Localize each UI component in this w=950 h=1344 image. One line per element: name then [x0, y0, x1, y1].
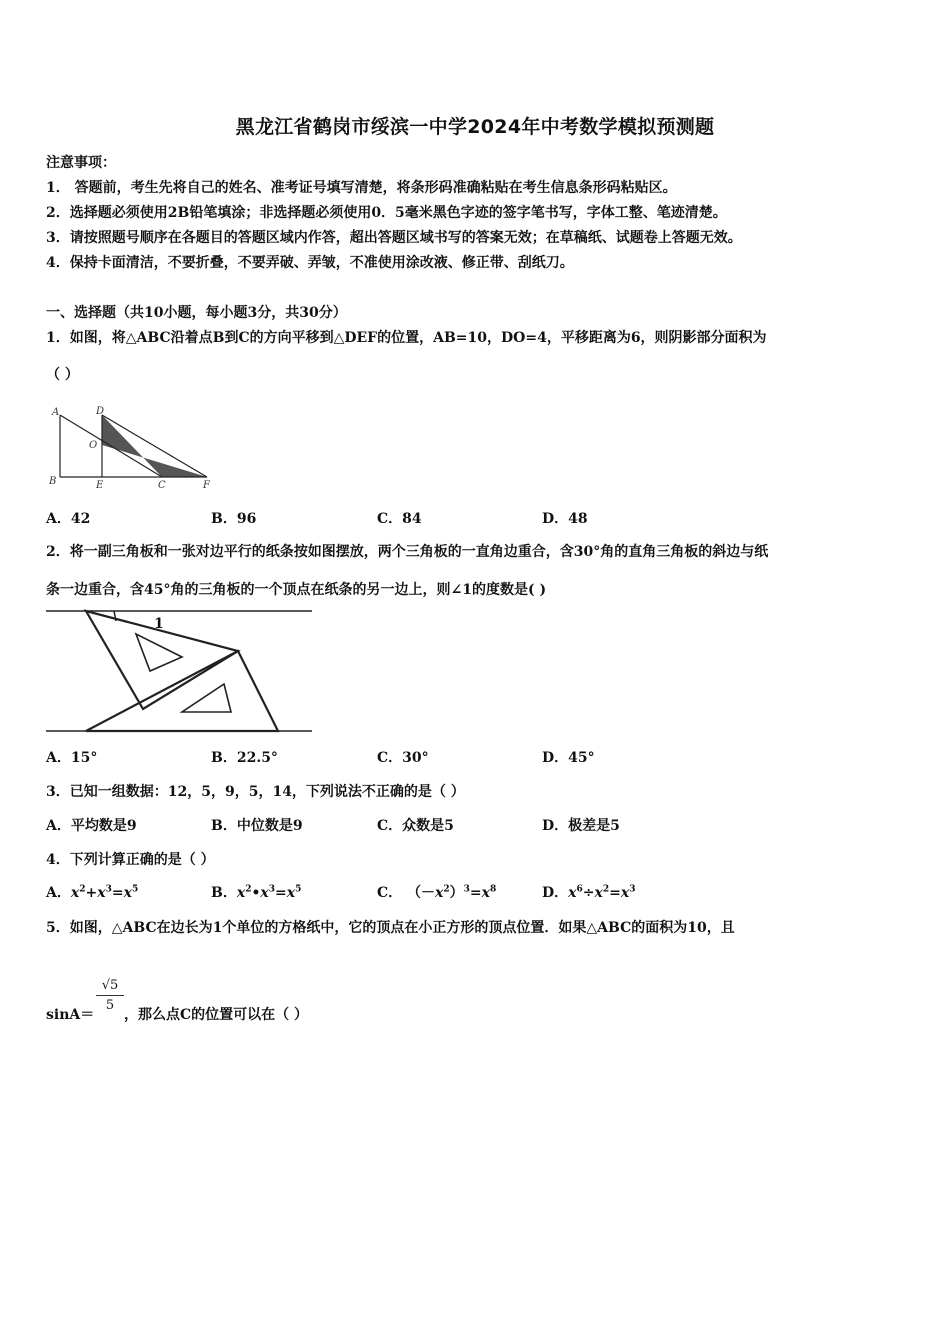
label-e: E	[96, 480, 104, 491]
notice-item: 4．保持卡面清洁，不要折叠，不要弄破、弄皱，不准使用涂改液、修正带、刮纸刀。	[46, 255, 574, 271]
question-2-text-line1: 2．将一副三角板和一张对边平行的纸条按如图摆放，两个三角板的一直角边重合，含30°角的直角三角板的斜边与纸	[46, 544, 769, 560]
q1-option-a: A．42	[46, 511, 91, 527]
question-1-paren: （ ）	[46, 367, 79, 383]
label-d: D	[96, 406, 105, 417]
fraction-denominator: 5	[105, 998, 115, 1013]
q1-option-d: D．48	[542, 511, 588, 527]
label-f: F	[203, 480, 210, 491]
question-3-text: 3．已知一组数据：12，5，9，5，14，下列说法不正确的是（ ）	[46, 784, 465, 800]
q2-option-d: D．45°	[542, 750, 595, 766]
sin-a-prefix: sinA＝	[46, 1007, 95, 1023]
label-o: O	[89, 440, 98, 451]
section-heading: 一、选择题（共10小题，每小题3分，共30分）	[46, 305, 347, 321]
q3-option-d: D．极差是5	[542, 818, 620, 834]
notice-heading: 注意事项：	[46, 155, 116, 171]
q3-option-b: B．中位数是9	[211, 818, 303, 834]
q1-option-c: C．84	[377, 511, 422, 527]
q4-option-d: D．$x^6\div x^2=x^3$	[542, 884, 636, 901]
question-4-text: 4．下列计算正确的是（ ）	[46, 852, 215, 868]
q3-option-c: C．众数是5	[377, 818, 454, 834]
notice-item: 3．请按照题号顺序在各题目的答题区域内作答，超出答题区域书写的答案无效；在草稿纸、试题卷上答题无效。	[46, 230, 742, 246]
label-b: B	[49, 476, 57, 487]
q1-figure	[46, 402, 226, 494]
q4-option-a: A．$x^2+x^3=x^5$	[46, 884, 139, 901]
question-5-text-line1: 5．如图，△ABC在边长为1个单位的方格纸中，它的顶点在小正方形的顶点位置．如果△ABC的面积为10，且	[46, 920, 735, 936]
notice-item: 1． 答题前，考生先将自己的姓名、准考证号填写清楚，将条形码准确粘贴在考生信息条形码粘贴区。	[46, 180, 677, 196]
question-1-text: 1．如图，将△ABC沿着点B到C的方向平移到△DEF的位置，AB=10，DO=4，平移距离为6，则阴影部分面积为	[46, 330, 767, 346]
label-a: A	[52, 407, 60, 418]
q3-option-a: A．平均数是9	[46, 818, 137, 834]
q1-option-b: B．96	[211, 511, 257, 527]
angle-1-label: 1	[154, 616, 164, 632]
page-title: 黑龙江省鹤岗市绥滨一中学2024年中考数学模拟预测题	[235, 116, 715, 138]
q4-option-c: C． $(-x^2)^3=x^8$	[377, 884, 497, 901]
q2-option-c: C．30°	[377, 750, 429, 766]
notice-item: 2．选择题必须使用2B铅笔填涂；非选择题必须使用0．5毫米黑色字迹的签字笔书写，字体工整、笔迹清楚。	[46, 205, 727, 221]
q4-option-b: B．$x^2•x^3=x^5$	[211, 884, 302, 901]
fraction-numerator: √5	[96, 978, 124, 996]
question-2-text-line2: 条一边重合，含45°角的三角板的一个顶点在纸条的另一边上，则∠1的度数是( )	[46, 582, 547, 598]
q2-option-a: A．15°	[46, 750, 98, 766]
q2-figure	[46, 604, 318, 736]
fraction-sqrt5-over-5	[96, 978, 124, 1013]
label-c: C	[158, 480, 166, 491]
q2-option-b: B．22.5°	[211, 750, 278, 766]
question-5-text-line2: ，那么点C的位置可以在（ ）	[124, 1007, 309, 1023]
